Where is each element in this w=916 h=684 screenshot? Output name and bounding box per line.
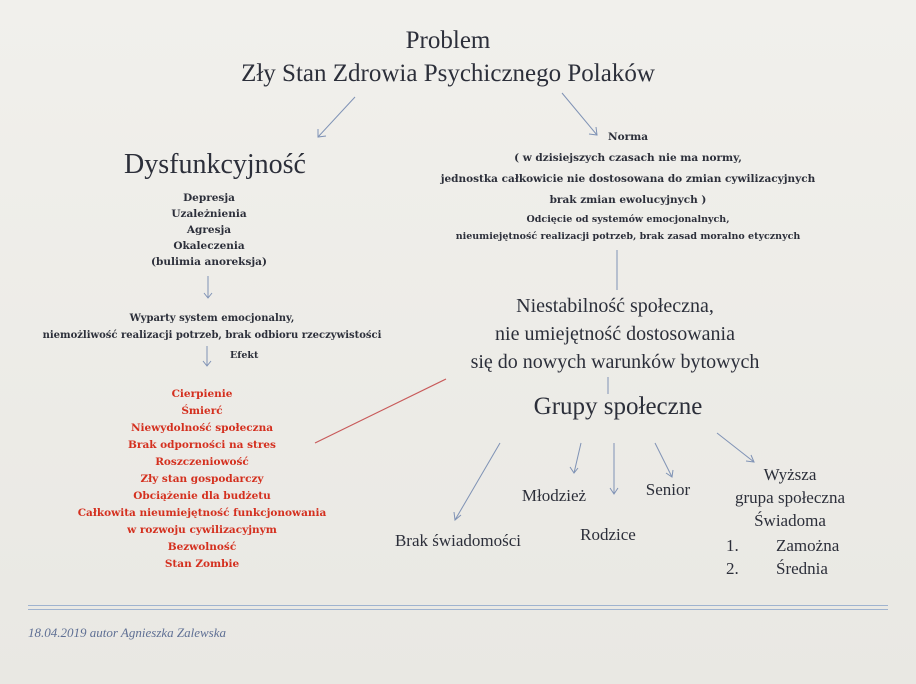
skutek-item: Brak odporności na stres: [128, 439, 276, 451]
wyparty-line: Wyparty system emocjonalny,: [129, 313, 295, 324]
skutek-item: w rozwoju cywilizacyjnym: [127, 524, 277, 536]
footer-author: 18.04.2019 autor Agnieszka Zalewska: [28, 625, 227, 640]
odciecie-line: Odcięcie od systemów emocjonalnych,: [526, 214, 730, 225]
skutek-item: Zły stan gospodarczy: [140, 473, 264, 485]
list-label: Średnia: [776, 559, 828, 578]
arrow-title-to-dysfunkcja: [318, 97, 355, 137]
niestabilnosc-line: nie umiejętność dostosowania: [495, 323, 735, 345]
skutek-item: Niewydolność społeczna: [130, 422, 274, 434]
skutek-item: Śmierć: [181, 405, 223, 417]
niestabilnosc-block: [471, 292, 760, 376]
dysfunkcja-item: Depresja: [183, 192, 235, 204]
grupa-wyzsza: [735, 463, 845, 532]
odciecie-block: [456, 211, 801, 245]
red-connector: [315, 379, 446, 443]
norma-line: jednostka całkowicie nie dostosowana do zmian cywilizacyjnych: [440, 173, 816, 185]
skutek-item: Stan Zombie: [164, 558, 240, 570]
niestabilnosc-line: Niestabilność społeczna,: [516, 295, 714, 317]
wyparty-line: niemożliwość realizacji potrzeb, brak odbioru rzeczywistości: [42, 330, 382, 341]
grupa-mlodziez: Młodzież: [521, 486, 587, 505]
norma-line: brak zmian ewolucyjnych ): [549, 194, 707, 206]
wyzsza-line: Świadoma: [754, 511, 826, 530]
arrow-grupy-to-wyzsza: [717, 433, 754, 462]
norma-line: Norma: [607, 131, 649, 143]
wyparty-block: [43, 310, 382, 344]
dysfunkcja-item: Uzależnienia: [171, 208, 247, 220]
grupa-brak-swiadomosci: Brak świadomości: [394, 531, 522, 550]
grupy-heading: Grupy społeczne: [533, 393, 703, 420]
skutek-item: Roszczeniowość: [155, 456, 249, 468]
odciecie-line: nieumiejętność realizacji potrzeb, brak zasad moralno etycznych: [455, 231, 801, 242]
skutek-item: Obciążenie dla budżetu: [133, 490, 271, 502]
grupa-senior: Senior: [645, 480, 691, 499]
arrow-grupy-to-brak: [455, 443, 500, 520]
list-label: Zamożna: [776, 536, 840, 555]
footer-rule: [28, 605, 888, 606]
dysfunkcja-item: (bulimia anoreksja): [151, 256, 267, 268]
wyzsza-line: Wyższa: [763, 465, 817, 484]
dysfunkcja-item: Okaleczenia: [173, 240, 245, 252]
arrow-grupy-to-senior: [655, 443, 672, 477]
list-number: 2.: [726, 559, 739, 578]
skutki-list: [78, 386, 327, 573]
skutek-item: Cierpienie: [171, 388, 233, 400]
dysfunkcja-heading: Dysfunkcyjność: [124, 149, 306, 180]
footer-rule: [28, 609, 888, 610]
niestabilnosc-line: się do nowych warunków bytowych: [470, 351, 760, 373]
title-problem: Problem: [405, 27, 491, 54]
list-number: 1.: [726, 536, 739, 555]
efekt-label: Efekt: [230, 350, 259, 361]
title-main: Zły Stan Zdrowia Psychicznego Polaków: [241, 60, 655, 87]
grupa-rodzice: Rodzice: [580, 525, 636, 544]
norma-block: [441, 127, 816, 211]
skutek-item: Bezwolność: [167, 541, 237, 553]
dysfunkcja-item: Agresja: [186, 224, 232, 236]
dysfunkcja-list: [151, 190, 267, 270]
wyzsza-line: grupa społeczna: [735, 488, 845, 507]
norma-line: ( w dzisiejszych czasach nie ma normy,: [514, 152, 742, 164]
skutek-item: Całkowita nieumiejętność funkcjonowania: [77, 507, 327, 519]
